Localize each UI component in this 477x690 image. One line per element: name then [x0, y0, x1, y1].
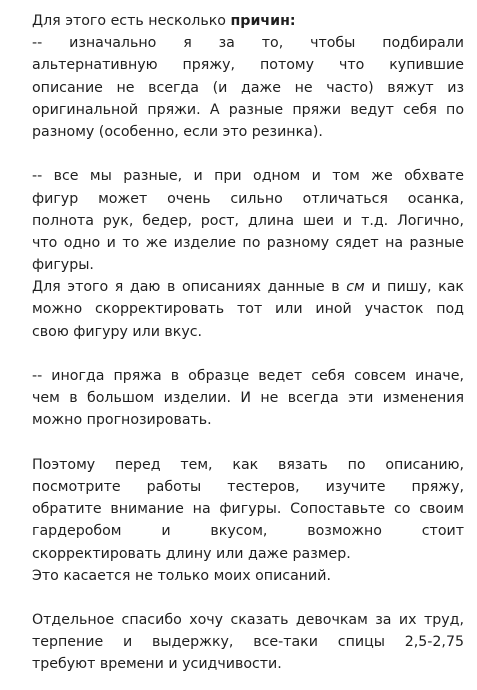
- p3-unit-italic: см: [346, 279, 365, 296]
- text-line: свою фигуру или вкус.: [32, 323, 203, 340]
- text-line: -- изначально я за то, чтобы подбирали: [32, 35, 464, 52]
- text-line: фигуры.: [32, 257, 94, 274]
- p3-before: Для этого я даю в описаниях данные в: [32, 279, 347, 296]
- paragraph-gap: [32, 587, 464, 609]
- text-line: -- все мы разные, и при одном и том же обхвате: [32, 168, 464, 185]
- text-line: что одно и то же изделие по разному сядет на разные: [32, 234, 464, 251]
- text-line: описание не всегда (и даже не часто) вяжут из: [32, 79, 464, 96]
- paragraph-gap: [32, 432, 464, 454]
- paragraph-4: [32, 365, 464, 432]
- text-line: Поэтому перед тем, как вязать по описанию,: [32, 456, 464, 473]
- text-line: -- иногда пряжа в образце ведет себя совсем иначе,: [32, 368, 464, 384]
- text-line: можно прогнозировать.: [32, 412, 212, 429]
- text-line: Отдельное спасибо хочу сказать девочкам за их труд,: [32, 612, 464, 629]
- intro-text: Для этого есть несколько: [32, 13, 231, 29]
- text-line: посмотрите работы тестеров, изучите пряжу,: [32, 478, 464, 495]
- text-line: требуют времени и усидчивости.: [32, 656, 282, 673]
- paragraph-5: [32, 454, 464, 587]
- text-line: гардеробом и вкусом, возможно стоит: [32, 523, 464, 540]
- text-line: можно скорректировать тот или иной участок под: [32, 301, 464, 318]
- paragraph-gap: [32, 343, 464, 365]
- paragraph-6: [32, 609, 464, 676]
- paragraph-1: [32, 32, 464, 143]
- text-line: чем в большом изделии. И не всегда эти изменения: [32, 390, 464, 407]
- text-line: терпение и выдержку, все-таки спицы 2,5-2,75: [32, 634, 464, 651]
- text-line: Это касается не только моих описаний.: [32, 567, 332, 584]
- intro-line: [32, 10, 464, 32]
- text-line: фигур может очень сильно отличаться осанка,: [32, 190, 464, 207]
- intro-bold: причин:: [230, 13, 296, 29]
- text-line: альтернативную пряжу, потому что купившие: [32, 57, 464, 74]
- text-line: полнота рук, бедер, рост, длина шеи и т.д. Логично,: [32, 212, 464, 229]
- text-line: обратите внимание на фигуры. Сопоставьте со своим: [32, 501, 464, 518]
- text-line: разному (особенно, если это резинка).: [32, 123, 323, 140]
- paragraph-2: [32, 165, 464, 276]
- p3-after: и пишу, как: [364, 279, 464, 296]
- text-line: оригинальной пряжи. А разные пряжи ведут себя по: [32, 101, 464, 118]
- text-line: скорректировать длину или даже размер.: [32, 545, 351, 562]
- text-line: [32, 276, 464, 298]
- paragraph-3: [32, 276, 464, 343]
- paragraph-gap: [32, 143, 464, 165]
